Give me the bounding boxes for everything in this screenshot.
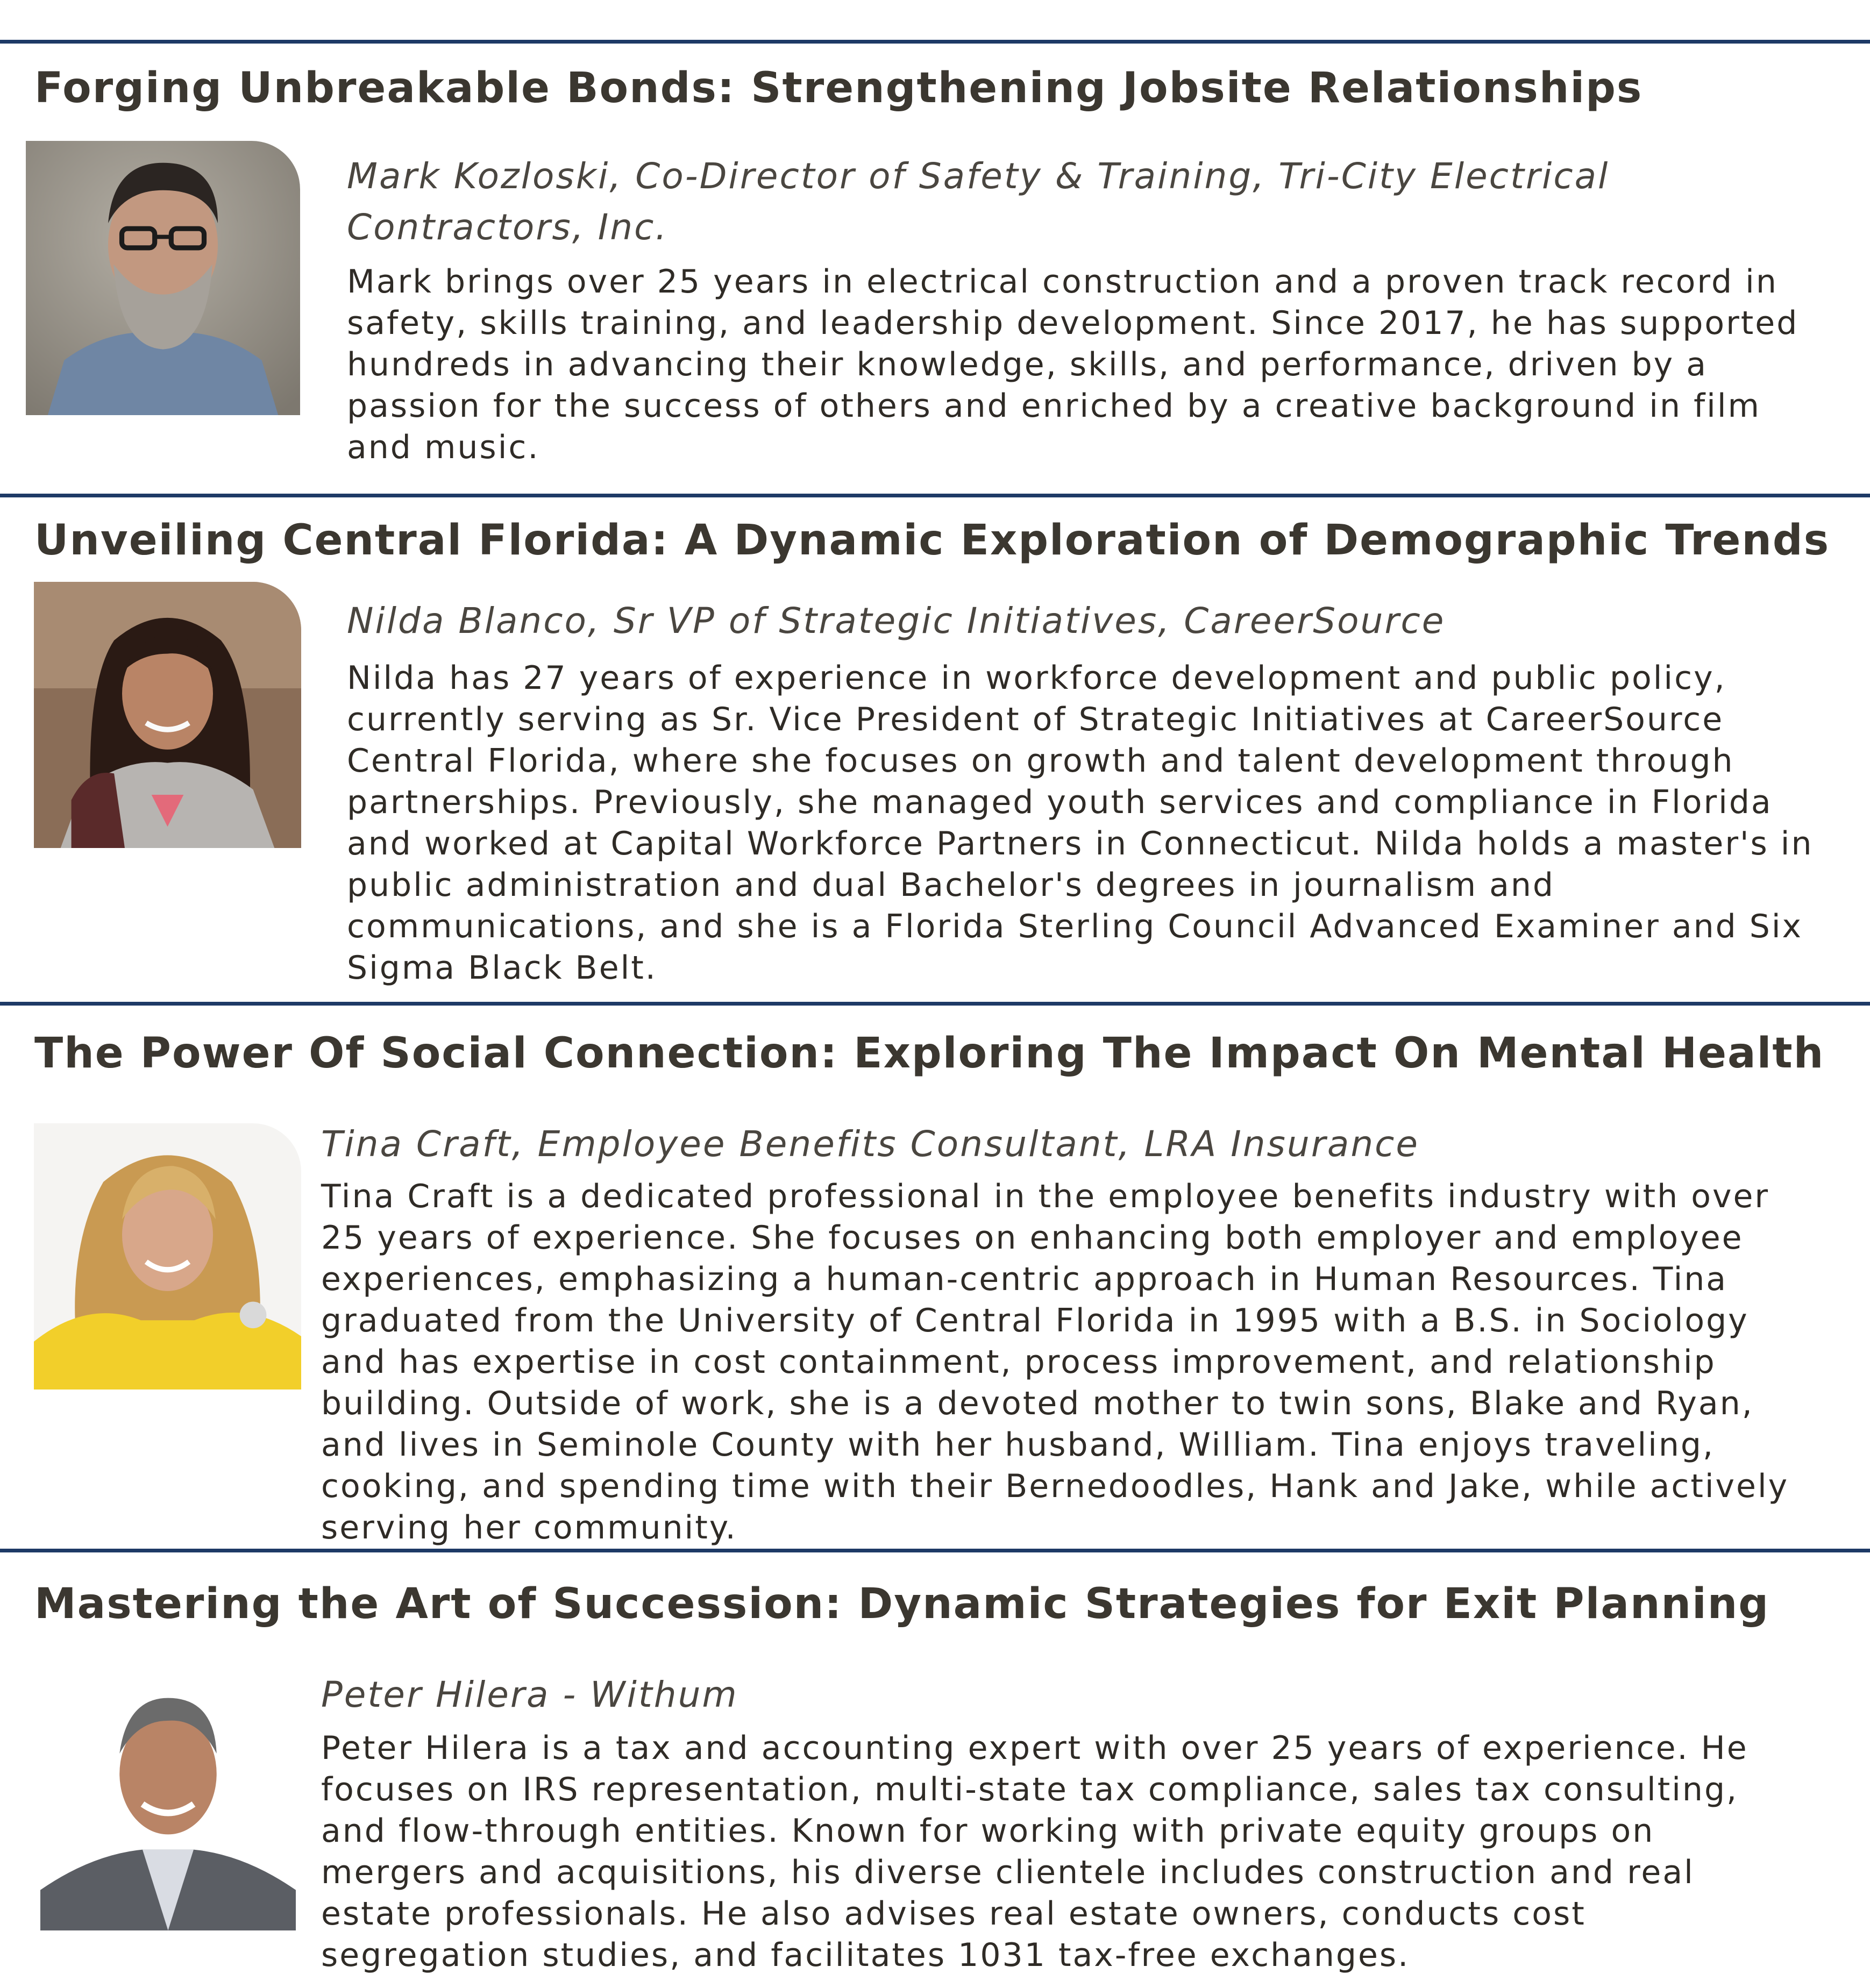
section-divider <box>0 40 1870 44</box>
session-title: Forging Unbreakable Bonds: Strengthening Jobsite Relationships <box>34 64 1643 112</box>
speaker-photo-mark-kozloski <box>26 141 300 415</box>
speaker-bio: Peter Hilera is a tax and accounting expert with over 25 years of experience. He focuses on IRS representation, multi-state tax compliance, sales tax consulting, and flow-through entities. Known for working with private equity groups on mergers and acquisitions, his diverse clientele includes construction and real estate professionals. He also advises real estate owners, conducts cost segregation studies, and facilitates 1031 tax-free exchanges. <box>321 1729 1748 1974</box>
speaker-name: Tina Craft, Employee Benefits Consultant, LRA Insurance <box>321 1123 1420 1165</box>
speaker-name: Peter Hilera - Withum <box>321 1674 738 1715</box>
speaker-photo-tina-craft <box>34 1123 301 1390</box>
speaker-name: Mark Kozloski, Co-Director of Safety & Training, Tri-City Electrical Contractors, Inc. <box>347 155 1610 248</box>
session-title: Mastering the Art of Succession: Dynamic Strategies for Exit Planning <box>34 1580 1770 1628</box>
section-divider <box>0 494 1870 497</box>
session-title: Unveiling Central Florida: A Dynamic Exploration of Demographic Trends <box>34 516 1830 565</box>
speaker-bio: Nilda has 27 years of experience in workforce development and public policy, currently serving as Sr. Vice President of Strategic Initiatives at CareerSource Central Florida, where she focuses on growth and talent development through partnerships. Previously, she managed youth services and compliance in Florida and worked at Capital Workforce Partners in Connecticut. Nilda holds a master's in public administration and dual Bachelor's degrees in journalism and communications, and she is a Florida Sterling Council Advanced Examiner and Six Sigma Black Belt. <box>347 659 1814 987</box>
speaker-name: Nilda Blanco, Sr VP of Strategic Initiatives, CareerSource <box>347 600 1446 642</box>
speaker-bio: Tina Craft is a dedicated professional in the employee benefits industry with over 25 years of experience. She focuses on enhancing both employer and employee experiences, emphasizing a human-centric approach in Human Resources. Tina graduated from the University of Central Florida in 1995 with a B.S. in Sociology and has expertise in cost containment, process improvement, and relationship building. Outside of work, she is a devoted mother to twin sons, Blake and Ryan, and lives in Seminole County with her husband, William. Tina enjoys traveling, cooking, and spending time with their Bernedoodles, Hank and Jake, while actively serving her community. <box>321 1178 1789 1547</box>
section-divider <box>0 1549 1870 1552</box>
session-title: The Power Of Social Connection: Exploring The Impact On Mental Health <box>34 1029 1825 1078</box>
speaker-photo-peter-hilera <box>40 1678 296 1930</box>
speaker-bio: Mark brings over 25 years in electrical construction and a proven track record in safety, skills training, and leadership development. Since 2017, he has supported hundreds in advancing their knowledge, skills, and performance, driven by a passion for the success of others and enriched by a creative background in film and music. <box>347 263 1799 466</box>
speaker-photo-nilda-blanco <box>34 582 301 848</box>
section-divider <box>0 1002 1870 1006</box>
